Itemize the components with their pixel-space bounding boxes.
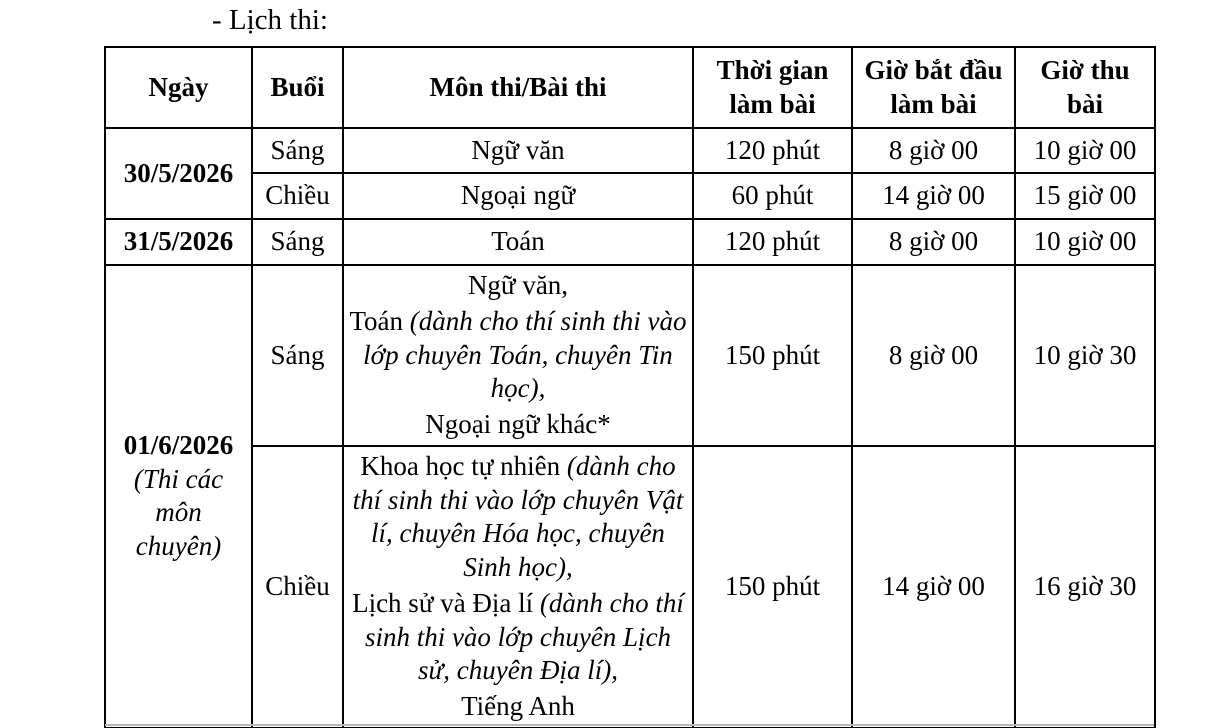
exam-schedule-table [104,46,1156,728]
page-title: - Lịch thi: [212,4,328,36]
subject-item [348,690,688,724]
subject-item [348,179,688,213]
subject-item [348,225,688,259]
collect-time-cell: 10 giờ 00 [1015,219,1155,265]
subject-cell [343,173,693,219]
date-value: 31/5/2026 [123,226,234,257]
subject-item [348,408,688,442]
subject-item [348,587,688,688]
subject-name-segment: Ngoại ngữ khác* [425,409,611,439]
subject-note-segment: (dành cho thí sinh thi vào lớp chuyên Toán, chuyên Tin học), [363,305,687,404]
col-header-session: Buổi [252,47,343,128]
subject-cell [343,219,693,265]
subject-cell [343,446,693,728]
session-cell: Sáng [252,265,343,446]
start-time-cell: 8 giờ 00 [852,219,1015,265]
subject-name-segment: Khoa học tự nhiên [360,450,567,481]
date-cell [105,128,252,219]
subject-item [348,269,688,303]
schedule-row [105,128,1155,173]
header-row [105,47,1155,128]
start-time-cell: 8 giờ 00 [852,128,1015,173]
subject-cell [343,265,693,446]
collect-time-cell: 16 giờ 30 [1015,446,1155,728]
schedule-row [105,265,1155,446]
schedule-row [105,446,1155,728]
subject-item [348,134,688,168]
duration-cell: 60 phút [693,173,852,219]
subject-name-segment: Lịch sử và Địa lí [352,587,540,618]
subject-note-segment: (dành cho thí sinh thi vào lớp chuyên Vật lí, chuyên Hóa học, chuyên Sinh học), [352,450,684,582]
next-row-cut-line [105,724,1154,726]
session-cell: Chiều [252,446,343,728]
start-time-cell: 8 giờ 00 [852,265,1015,446]
schedule-row [105,173,1155,219]
subject-note-segment: (dành cho thí sinh thi vào lớp chuyên Lịch sử, chuyên Địa lí), [364,587,684,686]
col-header-collect: Giờ thu bài [1015,47,1155,128]
date-cell [105,219,252,265]
collect-time-cell: 10 giờ 00 [1015,128,1155,173]
duration-cell: 150 phút [693,446,852,728]
start-time-cell: 14 giờ 00 [852,173,1015,219]
session-cell: Sáng [252,128,343,173]
subject-name-segment: Ngoại ngữ [460,180,576,211]
duration-cell: 150 phút [693,265,852,446]
subject-name-segment: Ngữ văn, [467,270,569,300]
start-time-cell: 14 giờ 00 [852,446,1015,728]
col-header-start: Giờ bắt đầu làm bài [852,47,1015,128]
subject-name-segment: Tiếng Anh [461,691,575,721]
collect-time-cell: 15 giờ 00 [1015,173,1155,219]
date-value: 30/5/2026 [123,157,234,188]
subject-item [348,450,688,585]
collect-time-cell: 10 giờ 30 [1015,265,1155,446]
col-header-duration: Thời gian làm bài [693,47,852,128]
col-header-date: Ngày [105,47,252,128]
date-value: 01/6/2026 [123,429,234,460]
duration-cell: 120 phút [693,128,852,173]
session-cell: Sáng [252,219,343,265]
subject-cell [343,128,693,173]
session-cell: Chiều [252,173,343,219]
duration-cell: 120 phút [693,219,852,265]
col-header-subject: Môn thi/Bài thi [343,47,693,128]
subject-item [348,305,688,406]
subject-name-segment: Toán [349,305,410,336]
date-note: (Thi các môn chuyên) [133,463,224,562]
subject-name-segment: Toán [491,226,545,257]
schedule-row [105,219,1155,265]
subject-name-segment: Ngữ văn [471,134,565,165]
date-cell [105,265,252,728]
